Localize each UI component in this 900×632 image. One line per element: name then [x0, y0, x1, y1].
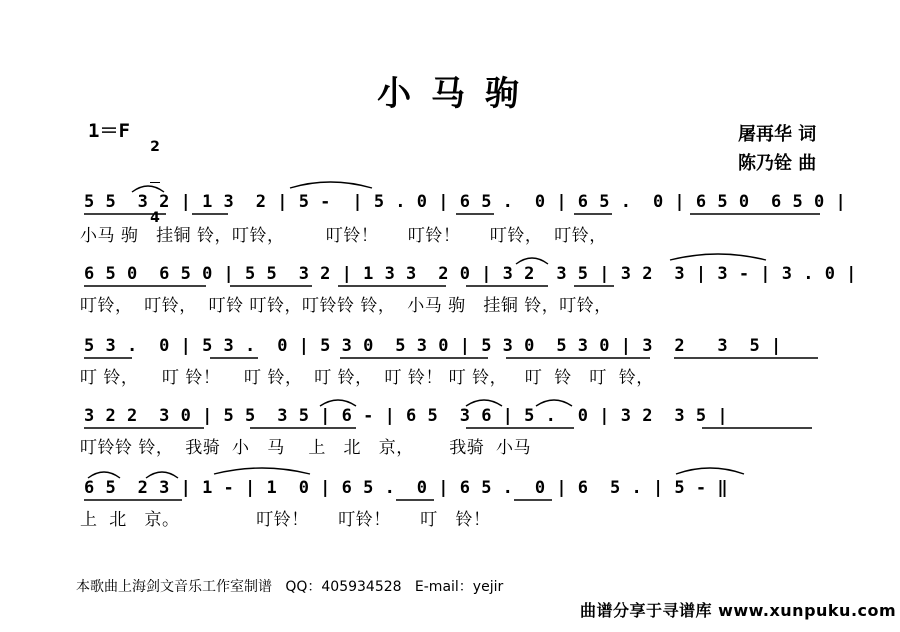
- time-signature-bottom: 4: [150, 210, 160, 226]
- notation-row-2: 6 5 0 6 5 0 | 5 5 3 2 | 1 3 3 2 0 | 3 2 3 5 | 3 2 3 | 3 - | 3 . 0 |: [84, 264, 857, 284]
- watermark-site: 曲谱分享于寻谱库 www.xunpuku.com: [580, 601, 897, 620]
- lyrics-row-3: 叮 铃， 叮 铃！ 叮 铃， 叮 铃， 叮 铃！ 叮 铃， 叮 铃 叮 铃，: [80, 368, 654, 388]
- composer-credit: 陈乃铨 曲: [738, 153, 817, 174]
- lyrics-row-2: 叮铃， 叮铃， 叮铃 叮铃，叮铃铃 铃， 小马 驹 挂铜 铃，叮铃，: [80, 296, 612, 316]
- key-signature: 1＝F: [88, 120, 130, 142]
- time-signature-line: [150, 182, 160, 183]
- footer-credits: 本歌曲上海剑文音乐工作室制谱 QQ：405934528 E-mail：yejir: [76, 579, 504, 595]
- time-signature-top: 2: [150, 139, 160, 155]
- notation-row-3: 5 3 . 0 | 5 3 . 0 | 5 3 0 5 3 0 | 5 3 0 5 3 0 | 3 2 3 5 |: [84, 336, 782, 356]
- lyrics-row-1: 小马 驹 挂铜 铃，叮铃， 叮铃！ 叮铃！ 叮铃， 叮铃，: [80, 226, 607, 246]
- lyrics-row-5: 上 北 京。 叮铃！ 叮铃！ 叮 铃！: [80, 510, 491, 530]
- lyrics-row-4: 叮铃铃 铃， 我骑 小 马 上 北 京， 我骑 小马: [80, 438, 531, 458]
- lyricist-credit: 屠再华 词: [738, 124, 817, 145]
- notation-row-1: 5 5 3 2 | 1 3 2 | 5 - | 5 . 0 | 6 5 . 0 | 6 5 . 0 | 6 5 0 6 5 0 |: [84, 192, 847, 212]
- notation-row-5: 6 5 2 3 | 1 - | 1 0 | 6 5 . 0 | 6 5 . 0 | 6 5 . | 5 - ‖: [84, 478, 729, 498]
- notation-row-4: 3 2 2 3 0 | 5 5 3 5 | 6 - | 6 5 3 6 | 5 . 0 | 3 2 3 5 |: [84, 406, 729, 426]
- time-signature: [150, 112, 160, 239]
- song-title: 小 马 驹: [377, 74, 523, 114]
